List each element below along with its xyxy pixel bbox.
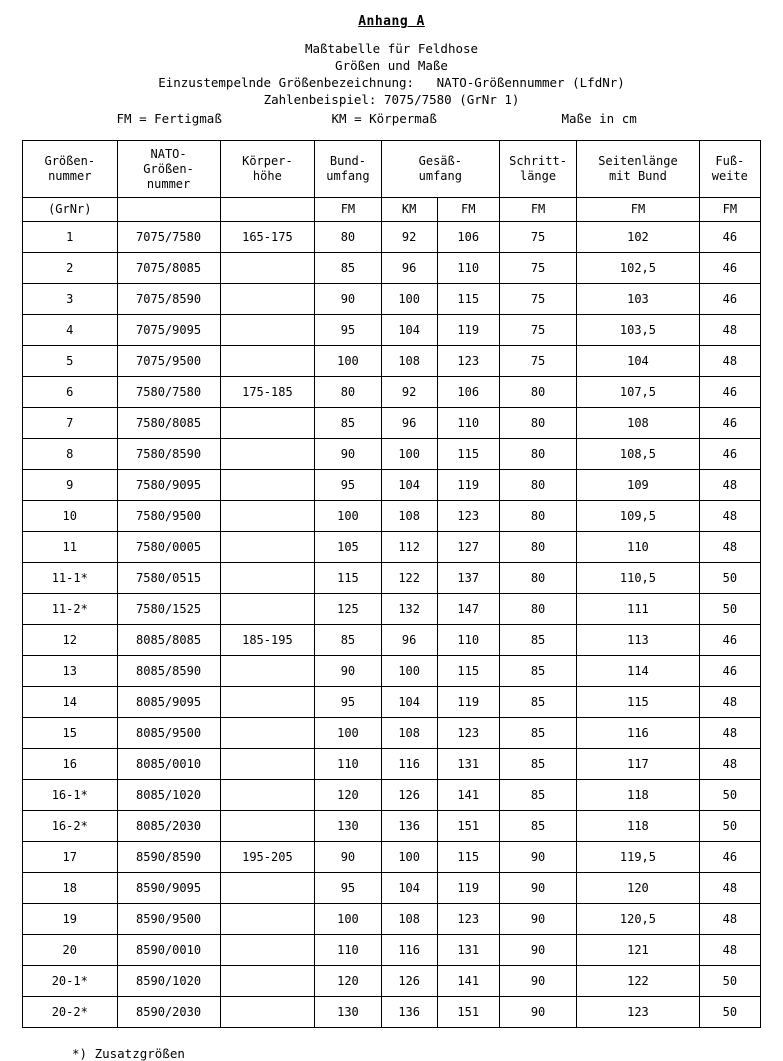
table-cell — [220, 935, 315, 966]
table-cell — [220, 284, 315, 315]
table-cell: 122 — [381, 563, 437, 594]
table-cell: 50 — [699, 780, 760, 811]
table-cell: 20-1* — [23, 966, 118, 997]
header-schrittlaenge: Schritt- länge — [499, 141, 576, 198]
table-cell: 12 — [23, 625, 118, 656]
table-cell: 151 — [437, 997, 499, 1028]
table-cell: 48 — [699, 718, 760, 749]
table-cell: 8590/9500 — [117, 904, 220, 935]
unit-cell-1 — [117, 198, 220, 222]
table-cell: 130 — [315, 997, 382, 1028]
table-cell: 111 — [577, 594, 699, 625]
table-cell: 115 — [437, 439, 499, 470]
table-cell: 85 — [499, 687, 576, 718]
table-cell: 195-205 — [220, 842, 315, 873]
table-cell: 8085/9500 — [117, 718, 220, 749]
table-cell: 4 — [23, 315, 118, 346]
table-cell: 46 — [699, 377, 760, 408]
table-cell — [220, 501, 315, 532]
table-cell: 75 — [499, 284, 576, 315]
table-cell: 80 — [499, 594, 576, 625]
table-cell: 46 — [699, 439, 760, 470]
unit-cell-0: (GrNr) — [23, 198, 118, 222]
table-cell: 17 — [23, 842, 118, 873]
table-cell: 46 — [699, 222, 760, 253]
table-cell: 108 — [381, 346, 437, 377]
table-cell: 104 — [381, 687, 437, 718]
table-cell — [220, 997, 315, 1028]
table-cell: 20-2* — [23, 997, 118, 1028]
size-table — [22, 140, 761, 1028]
table-cell — [220, 656, 315, 687]
table-cell: 96 — [381, 625, 437, 656]
table-cell: 102 — [577, 222, 699, 253]
header-nato-groessennummer: NATO- Größen- nummer — [117, 141, 220, 198]
table-cell: 116 — [381, 749, 437, 780]
table-row — [23, 408, 761, 439]
table-cell: 105 — [315, 532, 382, 563]
table-cell: 108,5 — [577, 439, 699, 470]
table-cell: 130 — [315, 811, 382, 842]
table-cell: 8085/1020 — [117, 780, 220, 811]
table-cell: 120 — [315, 780, 382, 811]
table-cell: 109 — [577, 470, 699, 501]
table-cell: 100 — [315, 501, 382, 532]
table-cell: 50 — [699, 811, 760, 842]
table-cell: 104 — [381, 873, 437, 904]
table-cell: 10 — [23, 501, 118, 532]
table-cell: 125 — [315, 594, 382, 625]
table-cell — [220, 966, 315, 997]
table-cell: 80 — [499, 377, 576, 408]
table-cell: 95 — [315, 873, 382, 904]
table-cell — [220, 315, 315, 346]
table-cell: 90 — [315, 842, 382, 873]
table-cell: 48 — [699, 904, 760, 935]
table-cell: 8590/0010 — [117, 935, 220, 966]
table-cell: 16 — [23, 749, 118, 780]
table-cell: 104 — [577, 346, 699, 377]
table-cell: 7580/7580 — [117, 377, 220, 408]
table-cell: 90 — [499, 997, 576, 1028]
table-cell: 20 — [23, 935, 118, 966]
table-cell: 46 — [699, 284, 760, 315]
table-cell: 110 — [437, 625, 499, 656]
table-row — [23, 563, 761, 594]
table-cell: 7075/9500 — [117, 346, 220, 377]
table-cell — [220, 346, 315, 377]
table-cell: 8 — [23, 439, 118, 470]
table-cell: 80 — [499, 408, 576, 439]
table-cell: 80 — [499, 532, 576, 563]
heading-line-2: Größen und Maße — [335, 58, 448, 73]
header-gesaessumfang: Gesäß- umfang — [381, 141, 499, 198]
table-row — [23, 346, 761, 377]
table-cell: 107,5 — [577, 377, 699, 408]
table-cell: 80 — [499, 439, 576, 470]
table-cell: 9 — [23, 470, 118, 501]
table-cell: 120 — [577, 873, 699, 904]
header-groessennummer: Größen- nummer — [23, 141, 118, 198]
header-seitenlaenge: Seitenlänge mit Bund — [577, 141, 699, 198]
table-cell: 8085/8590 — [117, 656, 220, 687]
table-row — [23, 935, 761, 966]
table-cell: 8590/1020 — [117, 966, 220, 997]
table-cell — [220, 780, 315, 811]
table-row — [23, 377, 761, 408]
table-cell: 48 — [699, 501, 760, 532]
table-cell: 46 — [699, 408, 760, 439]
table-cell: 115 — [437, 656, 499, 687]
table-cell: 46 — [699, 625, 760, 656]
legend-fm: FM = Fertigmaß — [116, 111, 222, 126]
table-cell: 48 — [699, 532, 760, 563]
table-cell: 141 — [437, 966, 499, 997]
table-cell: 85 — [499, 780, 576, 811]
document-page — [0, 14, 783, 1061]
table-cell: 118 — [577, 780, 699, 811]
table-cell: 123 — [437, 346, 499, 377]
table-cell: 75 — [499, 315, 576, 346]
table-cell: 90 — [499, 935, 576, 966]
table-cell: 11-1* — [23, 563, 118, 594]
table-cell: 115 — [437, 284, 499, 315]
heading-line-3: Einzustempelnde Größenbezeichnung: NATO-Größennummer (LfdNr) — [158, 75, 625, 90]
table-cell: 50 — [699, 594, 760, 625]
legend-units: Maße in cm — [561, 111, 637, 126]
table-cell: 120 — [315, 966, 382, 997]
table-cell: 117 — [577, 749, 699, 780]
table-cell: 123 — [437, 904, 499, 935]
table-cell: 90 — [315, 284, 382, 315]
table-cell: 75 — [499, 346, 576, 377]
table-row — [23, 284, 761, 315]
table-cell: 104 — [381, 470, 437, 501]
table-cell: 122 — [577, 966, 699, 997]
table-cell: 110 — [315, 935, 382, 966]
table-row — [23, 222, 761, 253]
table-row — [23, 439, 761, 470]
table-cell: 90 — [499, 873, 576, 904]
table-cell: 8085/0010 — [117, 749, 220, 780]
table-cell: 8085/9095 — [117, 687, 220, 718]
table-cell: 7580/0515 — [117, 563, 220, 594]
table-cell — [220, 904, 315, 935]
unit-cell-2 — [220, 198, 315, 222]
table-cell — [220, 811, 315, 842]
table-cell: 147 — [437, 594, 499, 625]
table-cell — [220, 253, 315, 284]
table-cell — [220, 470, 315, 501]
table-cell: 115 — [437, 842, 499, 873]
table-cell: 112 — [381, 532, 437, 563]
table-cell: 7580/9095 — [117, 470, 220, 501]
table-cell: 103,5 — [577, 315, 699, 346]
table-cell: 132 — [381, 594, 437, 625]
table-row — [23, 780, 761, 811]
table-cell: 127 — [437, 532, 499, 563]
table-cell: 11-2* — [23, 594, 118, 625]
table-cell: 108 — [577, 408, 699, 439]
table-cell: 100 — [381, 656, 437, 687]
table-cell: 100 — [315, 718, 382, 749]
table-cell: 8590/8590 — [117, 842, 220, 873]
table-cell: 90 — [499, 904, 576, 935]
table-cell: 106 — [437, 222, 499, 253]
table-cell: 85 — [499, 656, 576, 687]
table-cell: 109,5 — [577, 501, 699, 532]
table-cell: 115 — [315, 563, 382, 594]
footnote: *) Zusatzgrößen — [72, 1046, 185, 1061]
table-cell: 6 — [23, 377, 118, 408]
table-cell: 136 — [381, 811, 437, 842]
table-row — [23, 904, 761, 935]
table-cell: 7580/9500 — [117, 501, 220, 532]
table-cell: 50 — [699, 966, 760, 997]
table-cell: 11 — [23, 532, 118, 563]
table-cell: 92 — [381, 377, 437, 408]
table-cell: 95 — [315, 315, 382, 346]
table-cell: 14 — [23, 687, 118, 718]
table-row — [23, 811, 761, 842]
table-cell: 18 — [23, 873, 118, 904]
table-cell: 100 — [381, 439, 437, 470]
table-cell — [220, 408, 315, 439]
table-cell: 50 — [699, 997, 760, 1028]
table-row — [23, 501, 761, 532]
table-cell: 95 — [315, 470, 382, 501]
table-cell: 5 — [23, 346, 118, 377]
table-cell — [220, 687, 315, 718]
header-fussweite: Fuß- weite — [699, 141, 760, 198]
table-cell: 126 — [381, 966, 437, 997]
table-row — [23, 873, 761, 904]
table-row — [23, 749, 761, 780]
table-cell: 165-175 — [220, 222, 315, 253]
table-cell: 48 — [699, 315, 760, 346]
table-cell: 92 — [381, 222, 437, 253]
table-cell: 96 — [381, 253, 437, 284]
table-cell: 2 — [23, 253, 118, 284]
table-cell: 13 — [23, 656, 118, 687]
legend-row — [22, 110, 761, 127]
table-cell — [220, 873, 315, 904]
table-cell: 108 — [381, 718, 437, 749]
table-cell: 110 — [437, 408, 499, 439]
table-cell: 110,5 — [577, 563, 699, 594]
table-cell: 46 — [699, 842, 760, 873]
table-cell: 7075/7580 — [117, 222, 220, 253]
table-row — [23, 470, 761, 501]
header-row — [23, 141, 761, 198]
unit-cell-6: FM — [499, 198, 576, 222]
table-cell: 131 — [437, 935, 499, 966]
table-head — [23, 141, 761, 222]
table-cell: 110 — [315, 749, 382, 780]
table-cell: 118 — [577, 811, 699, 842]
table-cell: 19 — [23, 904, 118, 935]
table-cell: 141 — [437, 780, 499, 811]
table-cell: 50 — [699, 563, 760, 594]
table-cell: 100 — [315, 904, 382, 935]
table-cell: 8085/8085 — [117, 625, 220, 656]
heading-line-4: Zahlenbeispiel: 7075/7580 (GrNr 1) — [263, 92, 520, 107]
table-cell: 137 — [437, 563, 499, 594]
table-cell: 80 — [315, 377, 382, 408]
table-body — [23, 222, 761, 1028]
table-cell: 7075/8085 — [117, 253, 220, 284]
table-cell: 48 — [699, 346, 760, 377]
table-row — [23, 594, 761, 625]
table-row — [23, 718, 761, 749]
table-cell: 116 — [381, 935, 437, 966]
table-row — [23, 253, 761, 284]
table-cell: 106 — [437, 377, 499, 408]
table-cell: 100 — [315, 346, 382, 377]
table-cell: 48 — [699, 470, 760, 501]
table-cell: 100 — [381, 842, 437, 873]
table-cell: 48 — [699, 687, 760, 718]
table-cell: 80 — [499, 470, 576, 501]
legend-km: KM = Körpermaß — [331, 111, 437, 126]
table-cell: 90 — [499, 966, 576, 997]
table-cell: 75 — [499, 253, 576, 284]
table-cell: 80 — [315, 222, 382, 253]
table-cell: 108 — [381, 501, 437, 532]
table-cell: 85 — [499, 718, 576, 749]
table-cell: 121 — [577, 935, 699, 966]
header-bundumfang: Bund- umfang — [315, 141, 382, 198]
table-cell: 119 — [437, 315, 499, 346]
table-cell: 151 — [437, 811, 499, 842]
table-cell — [220, 563, 315, 594]
table-row — [23, 966, 761, 997]
table-cell — [220, 749, 315, 780]
header-koerperhoehe: Körper- höhe — [220, 141, 315, 198]
table-cell: 110 — [437, 253, 499, 284]
table-cell: 85 — [499, 749, 576, 780]
table-cell: 123 — [437, 501, 499, 532]
heading-line-1: Maßtabelle für Feldhose — [304, 41, 479, 56]
table-cell: 7580/1525 — [117, 594, 220, 625]
table-cell: 119 — [437, 687, 499, 718]
units-row — [23, 198, 761, 222]
table-cell: 85 — [315, 625, 382, 656]
table-cell: 102,5 — [577, 253, 699, 284]
table-cell — [220, 594, 315, 625]
table-cell: 90 — [315, 439, 382, 470]
table-cell: 7075/9095 — [117, 315, 220, 346]
table-row — [23, 625, 761, 656]
table-cell: 119 — [437, 470, 499, 501]
table-cell: 175-185 — [220, 377, 315, 408]
table-cell — [220, 718, 315, 749]
table-cell: 90 — [499, 842, 576, 873]
table-cell: 116 — [577, 718, 699, 749]
table-row — [23, 656, 761, 687]
table-cell: 115 — [577, 687, 699, 718]
table-cell: 110 — [577, 532, 699, 563]
table-cell: 46 — [699, 656, 760, 687]
table-cell: 80 — [499, 563, 576, 594]
table-cell: 48 — [699, 935, 760, 966]
table-cell: 119,5 — [577, 842, 699, 873]
table-cell: 8085/2030 — [117, 811, 220, 842]
table-cell: 114 — [577, 656, 699, 687]
table-cell: 16-2* — [23, 811, 118, 842]
table-cell: 80 — [499, 501, 576, 532]
table-cell: 90 — [315, 656, 382, 687]
table-cell — [220, 439, 315, 470]
table-cell: 85 — [315, 253, 382, 284]
table-row — [23, 532, 761, 563]
unit-cell-3: FM — [315, 198, 382, 222]
table-cell: 8590/9095 — [117, 873, 220, 904]
table-cell: 7580/0005 — [117, 532, 220, 563]
table-cell: 85 — [315, 408, 382, 439]
table-row — [23, 842, 761, 873]
table-cell: 131 — [437, 749, 499, 780]
unit-cell-8: FM — [699, 198, 760, 222]
table-cell: 123 — [577, 997, 699, 1028]
table-cell: 100 — [381, 284, 437, 315]
table-cell: 123 — [437, 718, 499, 749]
table-cell: 119 — [437, 873, 499, 904]
table-cell: 96 — [381, 408, 437, 439]
table-cell: 48 — [699, 873, 760, 904]
table-row — [23, 687, 761, 718]
table-cell: 7580/8590 — [117, 439, 220, 470]
document-heading — [22, 40, 761, 127]
table-cell: 15 — [23, 718, 118, 749]
table-cell: 3 — [23, 284, 118, 315]
table-cell: 7075/8590 — [117, 284, 220, 315]
table-cell: 185-195 — [220, 625, 315, 656]
table-cell: 7 — [23, 408, 118, 439]
table-cell: 113 — [577, 625, 699, 656]
table-cell: 1 — [23, 222, 118, 253]
annex-label: Anhang A — [358, 14, 425, 29]
table-cell: 7580/8085 — [117, 408, 220, 439]
table-cell: 95 — [315, 687, 382, 718]
table-row — [23, 997, 761, 1028]
table-cell: 120,5 — [577, 904, 699, 935]
table-cell: 75 — [499, 222, 576, 253]
table-cell: 46 — [699, 253, 760, 284]
table-cell: 48 — [699, 749, 760, 780]
unit-cell-5: FM — [437, 198, 499, 222]
table-cell: 103 — [577, 284, 699, 315]
table-cell — [220, 532, 315, 563]
table-cell: 8590/2030 — [117, 997, 220, 1028]
unit-cell-7: FM — [577, 198, 699, 222]
table-cell: 108 — [381, 904, 437, 935]
table-cell: 126 — [381, 780, 437, 811]
table-row — [23, 315, 761, 346]
table-cell: 85 — [499, 625, 576, 656]
table-cell: 136 — [381, 997, 437, 1028]
table-cell: 85 — [499, 811, 576, 842]
table-cell: 16-1* — [23, 780, 118, 811]
table-cell: 104 — [381, 315, 437, 346]
unit-cell-4: KM — [381, 198, 437, 222]
